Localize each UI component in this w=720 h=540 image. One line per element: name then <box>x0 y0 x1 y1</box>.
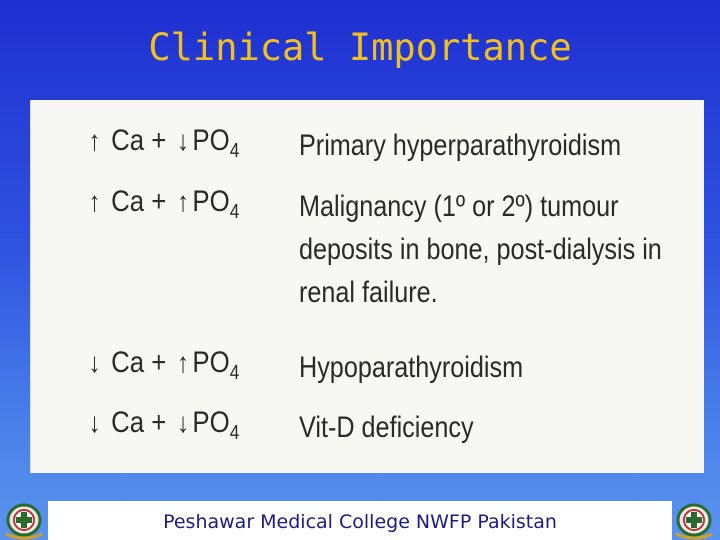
po-label: PO <box>192 185 230 218</box>
row-malignancy <box>31 185 704 309</box>
description: Vit-D deficiency <box>299 411 474 444</box>
ca-label: Ca + <box>111 346 167 379</box>
content-panel <box>30 100 704 473</box>
po-label: PO <box>192 124 230 157</box>
description: Hypoparathyroidism <box>299 351 524 384</box>
up-arrow-icon: ↑ <box>88 125 101 156</box>
po-subscript: 4 <box>229 422 240 444</box>
ca-label: Ca + <box>111 124 167 157</box>
row-primary-hyperparathyroidism <box>31 124 704 168</box>
down-arrow-icon: ↓ <box>88 347 101 378</box>
formula <box>85 185 239 224</box>
description-line: renal failure. <box>299 276 438 309</box>
description: Primary hyperparathyroidism <box>299 129 622 162</box>
up-arrow-icon: ↑ <box>176 186 189 217</box>
formula <box>85 346 239 385</box>
po-label: PO <box>192 406 230 439</box>
row-hypoparathyroidism <box>31 346 704 390</box>
footer-bar <box>48 501 672 540</box>
up-arrow-icon: ↑ <box>176 347 189 378</box>
footer-text: Peshawar Medical College NWFP Pakistan <box>163 511 557 533</box>
down-arrow-icon: ↓ <box>176 125 189 156</box>
ca-label: Ca + <box>111 185 167 218</box>
down-arrow-icon: ↓ <box>176 407 189 438</box>
up-arrow-icon: ↑ <box>88 186 101 217</box>
formula <box>85 124 239 163</box>
slide-title: Clinical Importance <box>148 26 572 69</box>
po-label: PO <box>192 346 230 379</box>
description-line: Malignancy (1º or 2º) tumour <box>299 190 619 223</box>
down-arrow-icon: ↓ <box>88 407 101 438</box>
po-subscript: 4 <box>229 201 240 223</box>
row-vit-d-deficiency <box>31 406 704 450</box>
po-subscript: 4 <box>229 362 240 384</box>
ca-label: Ca + <box>111 406 167 439</box>
college-emblem-icon <box>2 500 46 540</box>
formula <box>85 406 239 445</box>
description <box>299 185 662 314</box>
po-subscript: 4 <box>229 140 240 162</box>
description-line: deposits in bone, post-dialysis in <box>299 233 662 266</box>
college-emblem-icon <box>672 500 716 540</box>
